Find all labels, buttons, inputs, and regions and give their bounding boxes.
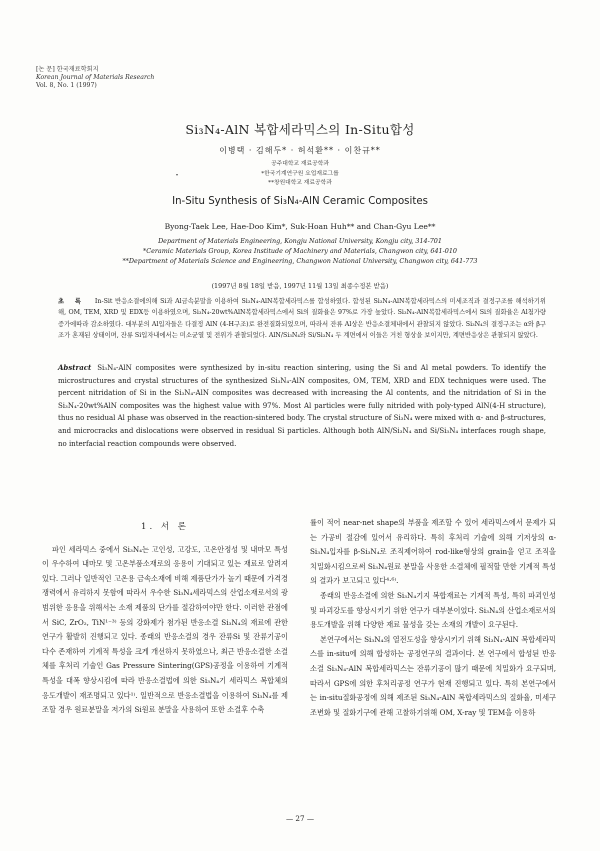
affiliations-korean — [0, 160, 600, 189]
abstract-english-text: Si₃N₄-AlN composites were synthesized by in-situ reaction sintering, using the Si and Al metal powders. To identify the microstructures and crystal structures of the synthesized Si₃N₄-AlN composites, OM, TEM, XRD and EDX techniques were used. The percent nitridation of Si in the Si₃N₄-AlN composites was decreased with increasing the Al contents, and the nitridation of Si in the Si₃N₄-20wt%AlN composites was the highest value with 97%. Most Al particles were fully nitrided with poly-typed AlN(4-H structure), thus no residual Al phase was observed in the reaction-sintered body. The crystal structure of Si₃N₄ were mixed with α- and β-structures, and microcracks and dislocations were observed in residual Si particles. Although both AlN/Si₃N₄ and Si/Si₃N₄ interfaces rough shape, no interfacial reaction compounds were observed. — [58, 364, 546, 448]
paragraph: 률이 적어 near-net shape의 부품을 제조할 수 있어 세라믹스에서 문제가 되는 가공비 절감에 있어서 유리하다. 특히 후처리 기술에 의해 기저상의 α-Si₃N₄입자를 β-Si₃N₄로 조직제어하여 rod-like형상의 grain을 얻고 조직을 치밀화시킴으로써 Si₃N₄원료 분말을 사용한 소결체에 필적할 만한 기계적 특성의 결과가 보고되고 있다⁴·⁶⁾. — [310, 518, 556, 586]
abstract-english-label: Abstract — [58, 363, 92, 372]
paragraph: 종래의 반응소결에 의한 Si₃N₄기지 복합재료는 기계적 특성, 특히 파괴인성 및 파괴강도를 향상시키기 위한 연구가 대부분이었다. Si₃N₄의 산업소재로서의 용도개발을 위해 다양한 재료 물성을 갖는 소재의 개발이 요구된다. — [310, 590, 556, 630]
authors-english: Byong-Taek Lee, Hae-Doo Kim*, Suk-Hoan Huh** and Chan-Gyu Lee** — [164, 222, 436, 231]
received-dates: (1997년 8월 18일 받음, 1997년 11월 13일 최종수정본 받음) — [211, 282, 389, 290]
affiliations-english — [0, 236, 600, 266]
section-title-introduction: 1. 서 론 — [141, 522, 189, 532]
affiliation-en-3: **Department of Materials Science and Engineering, Changwon National University, Changwon city, 641-773 — [122, 257, 478, 265]
affiliation-ko-2: *한국기계연구원 요업재료그룹 — [261, 170, 339, 177]
paragraph: 본연구에서는 Si₃N₄의 열전도성을 향상시키기 위해 Si₃N₄-AlN 복합세라믹스를 in-situ에 의해 합성하는 공정연구의 결과이다. 본 연구에서 합성된 반응소결 Si₃N₄-AlN 복합세라믹스는 잔류기공이 많기 때문에 치밀화가 요구되며, 따라서 GPS에 의한 후처리공정 연구가 현재 진행되고 있다. 특히 본연구에서는 in-situ질화공정에 의해 제조된 Si₃N₄-AlN 복합세라믹스의 질화율, 미세구조변화 및 질화기구에 관해 고찰하기위해 OM, X-ray 및 TEM을 이용하 — [310, 634, 556, 717]
journal-header-line-3: Vol. 8, No. 1 (1997) — [36, 82, 97, 89]
title-english: In-Situ Synthesis of Si₃N₄-AlN Ceramic Composites — [172, 196, 428, 207]
title-korean: Si₃N₄-AlN 복합세라믹스의 In-Situ합성 — [185, 122, 415, 137]
journal-header-line-2: Korean Journal of Materials Research — [36, 74, 155, 81]
scan-speck: ▾ — [176, 172, 179, 177]
abstract-korean-label: 초 록 — [58, 298, 85, 305]
abstract-korean — [58, 296, 546, 342]
authors-korean: 이병택 · 김해두* · 허석환** · 이찬규** — [219, 146, 381, 155]
affiliation-ko-1: 공주대학교 재료공학과 — [271, 161, 329, 167]
paragraph: 파인 세라믹스 중에서 Si₃N₄는 고인성, 고강도, 고온안정성 및 내마모 특성이 우수하여 내마모 및 고온부품소재로의 응용이 기대되고 있는 재료로 알려져 있다. 그러나 일반적인 고온용 금속소재에 비해 제품단가가 높기 때문에 가격경쟁력에서 유리하지 못함에 따라서 우수한 Si₃N₄세라믹스의 산업소재로서의 광범위한 응용을 위해서는 소재 제품의 단가를 절감하여야만 한다. 이러한 관점에서 SiC, ZrO₂, TiN¹⁻³⁾ 등의 강화제가 첨가된 반응소결 Si₃N₄의 재료에 관한 연구가 활발히 진행되고 있다. 종래의 반응소결의 경우 잔류Si 및 잔류기공이 다수 존재하여 기계적 특성을 크게 개선하지 못하였으나, 최근 반응소결한 소결체를 후처리 기술인 Gas Pressure Sintering(GPS)공정을 이용하여 기계적 특성을 대폭 향상시킴에 따라 반응소결법에 의한 Si₃N₄기 세라믹스 복합체의 응도개발이 재조명되고 있다¹⁾. 일반적으로 반응소결법을 이용하여 Si₃N₄를 제조할 경우 원료분말을 저가의 Si원료 분말을 사용하여 또한 소결후 수축 — [42, 544, 288, 715]
body-column-right — [310, 516, 556, 720]
affiliation-ko-3: **창원대학교 재료공학과 — [268, 180, 332, 186]
affiliation-en-1: Department of Materials Engineering, Kongju National University, Kongju city, 314-701 — [158, 237, 442, 245]
affiliation-en-2: *Ceramic Materials Group, Korea Institude of Machinery and Materials, Changwon city, 641-010 — [143, 247, 457, 255]
journal-header — [36, 66, 154, 90]
abstract-korean-text: In-Sit 반응소결에의해 Si과 Al금속분말을 이용하여 Si₃N₄-AlN복합세라믹스를 합성하였다. 합성된 Si₃N₄-AlN복합세라믹스의 미세조직과 결정구조를 해석하기위해, OM, TEM, XRD 및 EDX등 이용하였으며, Si₃N₄-20wt%AlN복합세라믹스에서 Si의 질화율은 97%로 가장 높았다. Si₃N₄-AlN복합세라믹스에서 Si의 질화율은 Al첨가량 증가에따라 감소하였다. 대부분의 Al입자들은 다결정 AlN (4-H구조)로 완전질화되었으며, 따라서 잔류 Al상은 반응소결체내에서 관찰되지 않았다. Si₃N₄의 결정구조는 α와 β구조가 혼재된 상태이며, 잔류 Si입자내에서는 미소균열 및 전위가 관찰되었다. AlN/Si₃N₄와 Si/Si₃N₄ 두 계면에서 이들은 거친 형상을 보이지만, 계면반응상은 관찰되지 않았다. — [58, 298, 546, 340]
journal-header-line-1: [논 문] 한국재료학회지 — [36, 66, 99, 73]
body-column-left — [42, 520, 288, 718]
page-number: — 27 — — [285, 814, 315, 823]
abstract-english — [58, 362, 546, 450]
